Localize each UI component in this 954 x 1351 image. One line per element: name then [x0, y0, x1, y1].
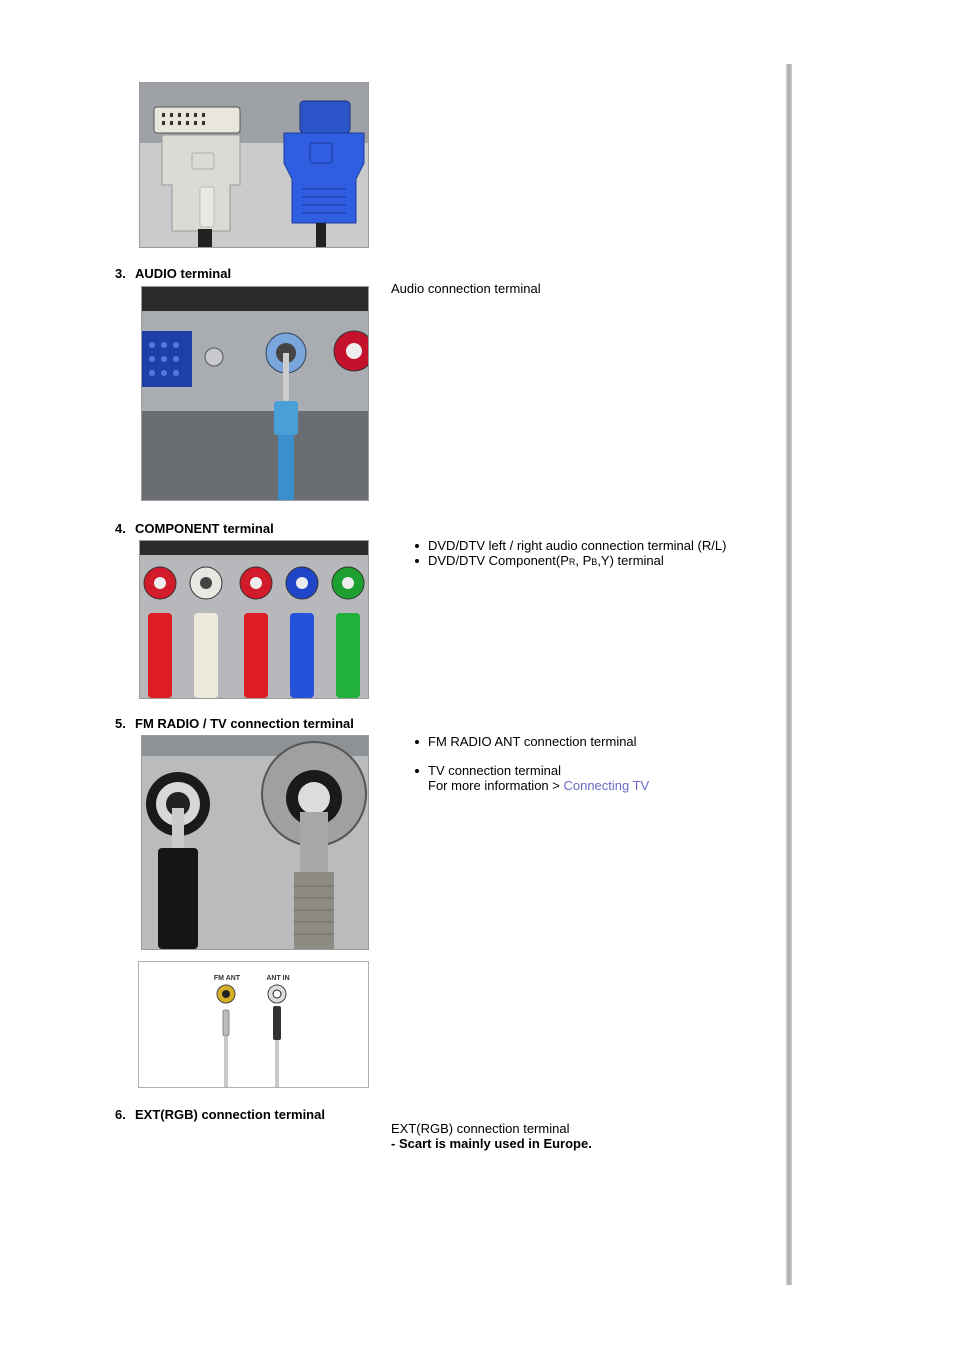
section-6-note: - Scart is mainly used in Europe. [391, 1136, 592, 1151]
more-info-text: For more information > [428, 778, 564, 793]
section-5-bullet-list [413, 734, 649, 793]
list-item-component: DVD/DTV Component(PR, PB,Y) terminal [413, 553, 726, 570]
list-item: DVD/DTV left / right audio connection terminal (R/L) [413, 538, 726, 553]
ant-in-label: ANT IN [266, 975, 290, 982]
fm-ant-label: FM ANT [213, 975, 241, 982]
section-6-description-text: EXT(RGB) connection terminal [391, 1121, 570, 1136]
audio-terminal-photo [141, 286, 369, 501]
section-3-heading: 3. AUDIO terminal [115, 266, 232, 281]
section-5-title: FM RADIO / TV connection terminal [135, 716, 354, 731]
section-5-heading: 5. FM RADIO / TV connection terminal [115, 716, 354, 731]
section-6-title: EXT(RGB) connection terminal [135, 1107, 325, 1122]
section-4-bullet-list [413, 538, 726, 570]
vertical-divider [786, 64, 792, 1285]
fm-tv-terminal-photo [141, 735, 369, 950]
section-3-description: Audio connection terminal [391, 281, 541, 296]
connecting-tv-link[interactable]: Connecting TV [563, 778, 650, 793]
section-4-heading: 4. COMPONENT terminal [115, 521, 274, 536]
section-4-title: COMPONENT terminal [135, 521, 274, 536]
fm-ant-diagram [138, 961, 369, 1088]
component-terminal-photo [139, 540, 369, 699]
list-item: TV connection terminal For more information > Connecting TV [413, 763, 649, 793]
section-6-description [391, 1121, 592, 1151]
section-6-heading: 6. EXT(RGB) connection terminal [115, 1107, 325, 1122]
dvi-vga-connector-photo [139, 82, 369, 248]
list-item: FM RADIO ANT connection terminal [413, 734, 649, 749]
section-3-title: AUDIO terminal [135, 266, 232, 281]
